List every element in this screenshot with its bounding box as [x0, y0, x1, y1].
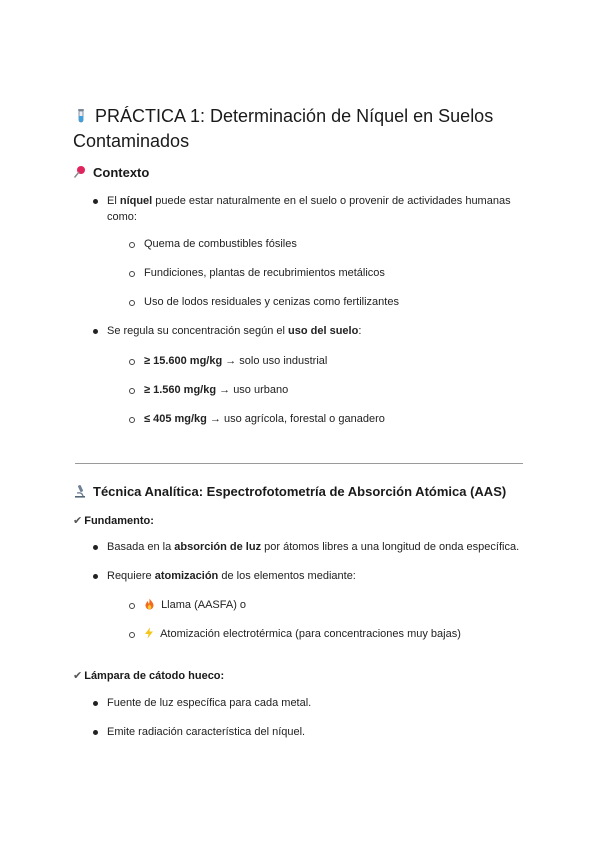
- sub-bullet: [129, 603, 135, 609]
- sub-bullet: [129, 359, 135, 365]
- check-mark-icon: ✔: [73, 670, 83, 682]
- sub-bullet: [129, 300, 135, 306]
- check-mark-icon: ✔: [73, 515, 83, 527]
- microscope-icon: [73, 484, 87, 499]
- list-item: El níquel puede estar naturalmente en el suelo o provenir de actividades humanas: [107, 195, 511, 207]
- bullet: [93, 545, 98, 550]
- sub-bullet: [129, 271, 135, 277]
- sub-bullet: [129, 632, 135, 638]
- fire-icon: [144, 599, 158, 611]
- bullet: [93, 329, 98, 334]
- sub-bullet: [129, 242, 135, 248]
- sub-list-item: ≥ 15.600 mg/kg → solo uso industrial: [144, 355, 328, 367]
- list-item: Basada en la absorción de luz por átomos libres a una longitud de onda específica.: [107, 541, 520, 553]
- title-line-2: Contaminados: [73, 131, 190, 151]
- bullet: [93, 701, 98, 706]
- list-item: Emite radiación característica del níquel.: [107, 726, 306, 738]
- section-heading-contexto: Contexto: [73, 165, 149, 180]
- sub-list-item: ≥ 1.560 mg/kg → uso urbano: [144, 384, 289, 396]
- list-item: Requiere atomización de los elementos mediante:: [107, 570, 356, 582]
- title-line-1: PRÁCTICA 1: Determinación de Níquel en Suelos: [95, 106, 494, 126]
- page-title: [73, 103, 493, 129]
- list-item: Se regula su concentración según el uso del suelo:: [107, 325, 362, 337]
- subsection-heading-fundamento: ✔ Fundamento:: [73, 515, 154, 527]
- section-heading-tecnica: Técnica Analítica: Espectrofotometría de Absorción Atómica (AAS): [73, 484, 506, 499]
- sub-bullet: [129, 417, 135, 423]
- lightning-icon: [144, 628, 157, 640]
- list-item-continuation: como:: [107, 211, 137, 223]
- list-item: Fuente de luz específica para cada metal.: [107, 697, 312, 709]
- sub-list-item: Atomización electrotérmica (para concentraciones muy bajas): [144, 626, 461, 642]
- sub-list-item: Uso de lodos residuales y cenizas como fertilizantes: [144, 296, 399, 308]
- sub-list-item: Fundiciones, plantas de recubrimientos metálicos: [144, 267, 385, 279]
- sub-list-item: Llama (AASFA) o: [144, 597, 246, 613]
- test-tube-icon: [73, 103, 89, 129]
- sub-list-item: Quema de combustibles fósiles: [144, 238, 297, 250]
- subsection-heading-lampara: ✔ Lámpara de cátodo hueco:: [73, 670, 225, 682]
- sub-list-item: ≤ 405 mg/kg → uso agrícola, forestal o ganadero: [144, 413, 385, 425]
- pushpin-icon: [73, 165, 87, 180]
- bullet: [93, 199, 98, 204]
- sub-bullet: [129, 388, 135, 394]
- bullet: [93, 730, 98, 735]
- bullet: [93, 574, 98, 579]
- horizontal-divider: [75, 463, 523, 464]
